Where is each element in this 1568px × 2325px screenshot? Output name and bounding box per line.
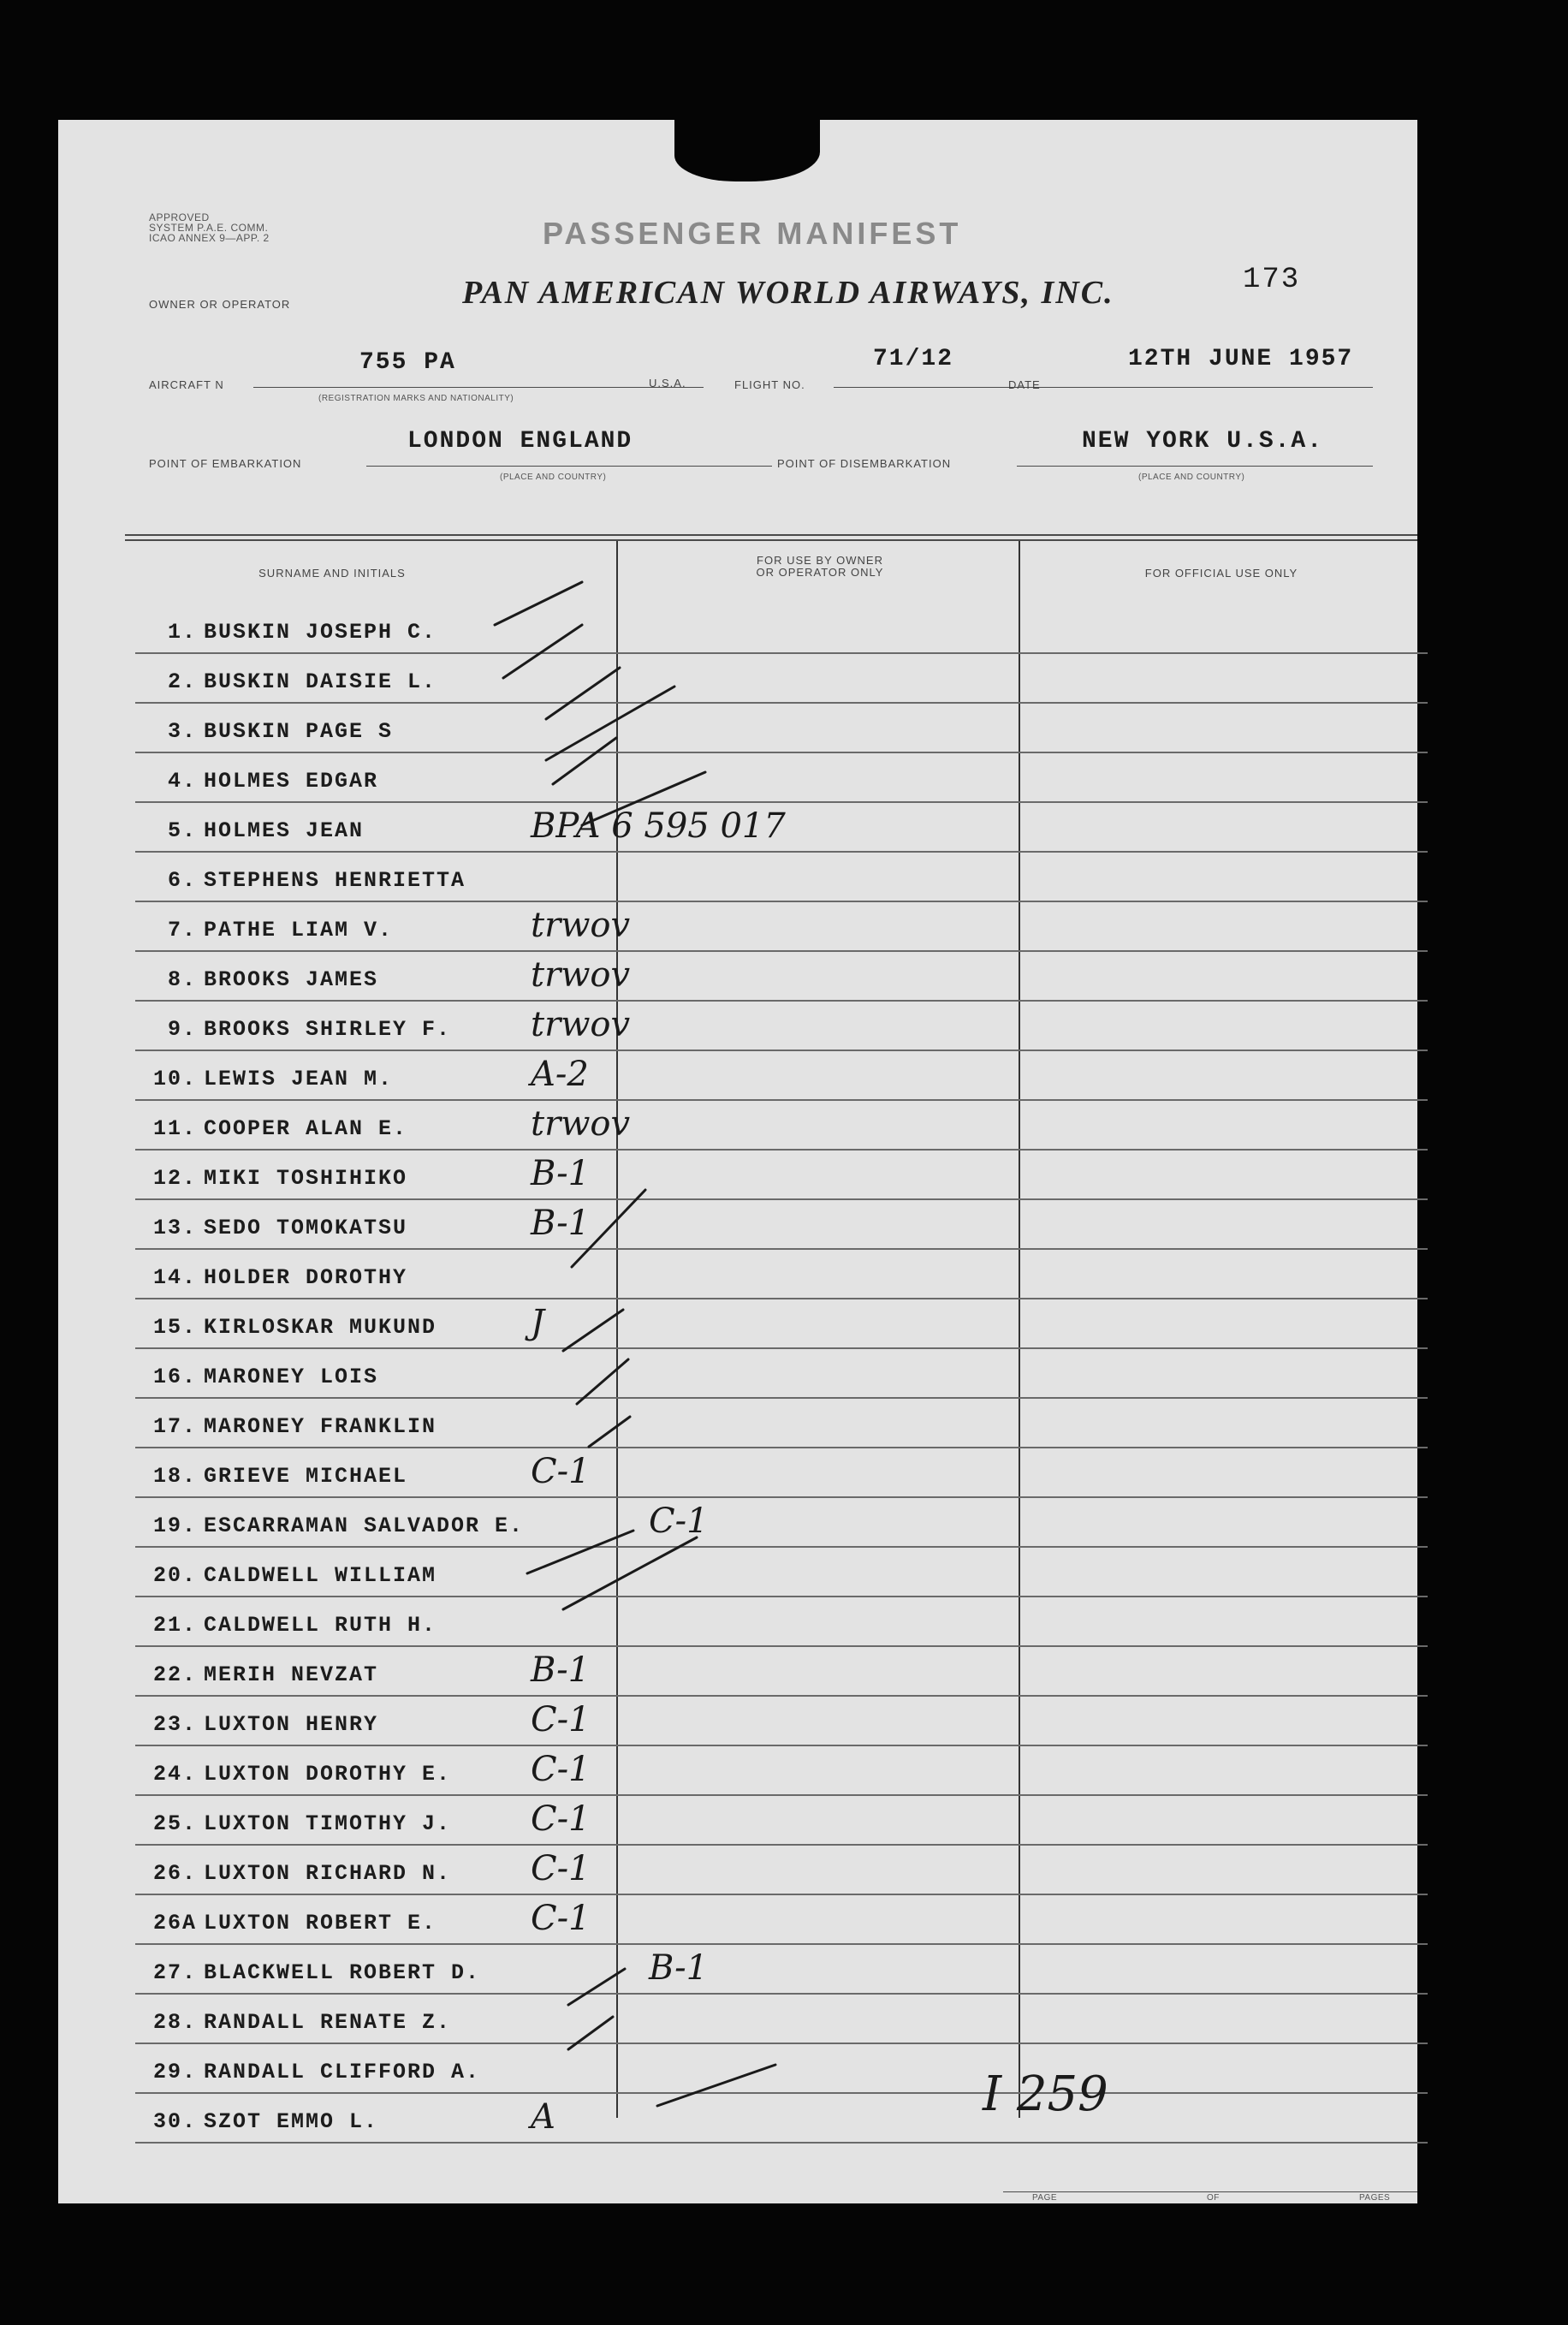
passenger-name: HOLMES JEAN — [204, 818, 365, 843]
operator-mark: C-1 — [531, 1799, 591, 1839]
passenger-number: 20. — [152, 1563, 197, 1588]
operator-mark: A-2 — [531, 1055, 589, 1094]
passenger-name: LUXTON TIMOTHY J. — [204, 1811, 452, 1836]
operator-mark: B-1 — [649, 1948, 709, 1988]
passenger-name: BUSKIN DAISIE L. — [204, 669, 437, 694]
passenger-number: 8. — [167, 967, 197, 992]
operator-mark: trwov — [531, 906, 631, 945]
passenger-number: 23. — [152, 1712, 197, 1737]
operator-mark: A — [531, 2097, 555, 2137]
disembark-label: POINT OF DISEMBARKATION — [777, 457, 952, 470]
usa-label: U.S.A. — [649, 377, 686, 389]
passenger-name: KIRLOSKAR MUKUND — [204, 1315, 437, 1340]
column-header-owner-line: FOR USE BY OWNER — [757, 554, 883, 567]
passenger-name: RANDALL CLIFFORD A. — [204, 2060, 481, 2084]
passenger-number: 19. — [152, 1513, 197, 1538]
operator-mark: B-1 — [531, 1650, 591, 1690]
aircraft-label: AIRCRAFT N — [149, 378, 224, 391]
passenger-number: 16. — [152, 1365, 197, 1389]
passenger-name: BROOKS JAMES — [204, 967, 379, 992]
passenger-name: BROOKS SHIRLEY F. — [204, 1017, 452, 1042]
passenger-number: 30. — [152, 2109, 197, 2134]
passenger-number: 24. — [152, 1762, 197, 1787]
official-note: I 259 — [983, 2066, 1108, 2122]
operator-mark: B-1 — [531, 1154, 591, 1193]
passenger-number: 17. — [152, 1414, 197, 1439]
passenger-number: 22. — [152, 1662, 197, 1687]
passenger-name: MARONEY LOIS — [204, 1365, 379, 1389]
column-header-owner-line: OR OPERATOR ONLY — [756, 566, 884, 579]
operator-mark: C-1 — [531, 1899, 591, 1938]
operator-mark: C-1 — [531, 1452, 591, 1491]
passenger-name: LUXTON ROBERT E. — [204, 1911, 437, 1936]
passenger-number: 25. — [152, 1811, 197, 1836]
operator-mark: trwov — [531, 1005, 631, 1044]
passenger-number: 21. — [152, 1613, 197, 1638]
passenger-number: 18. — [152, 1464, 197, 1489]
passenger-name: SEDO TOMOKATSU — [204, 1216, 408, 1240]
operator-mark: C-1 — [649, 1501, 709, 1541]
passenger-number: 11. — [152, 1116, 197, 1141]
passenger-number: 5. — [167, 818, 197, 843]
passenger-number: 1. — [167, 620, 197, 645]
handwritten-marks — [58, 120, 1417, 2203]
date-label: DATE — [1008, 378, 1041, 391]
passenger-number: 26. — [152, 1861, 197, 1886]
passenger-number: 4. — [167, 769, 197, 794]
passenger-number: 29. — [152, 2060, 197, 2084]
operator-mark: trwov — [531, 1104, 631, 1144]
passenger-name: LUXTON DOROTHY E. — [204, 1762, 452, 1787]
passenger-number: 2. — [167, 669, 197, 694]
disembark-place: NEW YORK U.S.A. — [1082, 428, 1324, 455]
embark-place: LONDON ENGLAND — [407, 428, 633, 455]
passenger-name: LUXTON RICHARD N. — [204, 1861, 452, 1886]
operator-mark: J — [531, 1303, 545, 1342]
registration-note: (REGISTRATION MARKS AND NATIONALITY) — [318, 394, 514, 403]
disembark-place-note: (PLACE AND COUNTRY) — [1138, 473, 1245, 482]
passenger-name: HOLMES EDGAR — [204, 769, 379, 794]
passenger-name: SZOT EMMO L. — [204, 2109, 379, 2134]
page-number: 173 — [1243, 264, 1301, 296]
approval-line: APPROVED — [149, 211, 210, 223]
passenger-number: 10. — [152, 1067, 197, 1091]
embark-label: POINT OF EMBARKATION — [149, 457, 302, 470]
passenger-name: HOLDER DOROTHY — [204, 1265, 408, 1290]
operator-mark: BPA 6 595 017 — [531, 806, 786, 846]
operator-mark: trwov — [531, 955, 631, 995]
aircraft-registration: 755 PA — [359, 349, 456, 376]
passenger-name: STEPHENS HENRIETTA — [204, 868, 466, 893]
of-label: OF — [1207, 2193, 1220, 2203]
passenger-name: BLACKWELL ROBERT D. — [204, 1960, 481, 1985]
passenger-number: 7. — [167, 918, 197, 942]
passenger-name: MIKI TOSHIHIKO — [204, 1166, 408, 1191]
passenger-name: PATHE LIAM V. — [204, 918, 394, 942]
approval-line: SYSTEM P.A.E. COMM. — [149, 222, 269, 234]
passenger-name: BUSKIN JOSEPH C. — [204, 620, 437, 645]
flight-number: 71/12 — [873, 346, 954, 372]
passenger-number: 15. — [152, 1315, 197, 1340]
passenger-name: MARONEY FRANKLIN — [204, 1414, 437, 1439]
passenger-name: BUSKIN PAGE S — [204, 719, 394, 744]
flight-label: FLIGHT NO. — [734, 378, 805, 391]
passenger-number: 13. — [152, 1216, 197, 1240]
manifest-sheet — [58, 120, 1417, 2203]
passenger-number: 27. — [152, 1960, 197, 1985]
pages-label: PAGES — [1359, 2193, 1391, 2203]
passenger-number: 6. — [167, 868, 197, 893]
operator-mark: C-1 — [531, 1849, 591, 1888]
embark-place-note: (PLACE AND COUNTRY) — [500, 473, 607, 482]
approval-line: ICAO ANNEX 9—APP. 2 — [149, 232, 270, 244]
operator-name: PAN AMERICAN WORLD AIRWAYS, INC. — [462, 275, 1114, 311]
owner-label: OWNER OR OPERATOR — [149, 298, 291, 311]
page-label: PAGE — [1032, 2193, 1058, 2203]
passenger-number: 9. — [167, 1017, 197, 1042]
flight-date: 12TH JUNE 1957 — [1128, 346, 1354, 372]
operator-mark: C-1 — [531, 1750, 591, 1789]
column-header-official: FOR OFFICIAL USE ONLY — [1144, 567, 1298, 580]
passenger-name: CALDWELL RUTH H. — [204, 1613, 437, 1638]
passenger-number: 26A — [152, 1911, 197, 1936]
passenger-name: GRIEVE MICHAEL — [204, 1464, 408, 1489]
passenger-name: RANDALL RENATE Z. — [204, 2010, 452, 2035]
passenger-name: LEWIS JEAN M. — [204, 1067, 394, 1091]
form-title: PASSENGER MANIFEST — [543, 216, 962, 251]
column-header-surname: SURNAME AND INITIALS — [258, 567, 406, 580]
passenger-name: COOPER ALAN E. — [204, 1116, 408, 1141]
passenger-number: 28. — [152, 2010, 197, 2035]
passenger-name: ESCARRAMAN SALVADOR E. — [204, 1513, 525, 1538]
passenger-number: 12. — [152, 1166, 197, 1191]
passenger-name: CALDWELL WILLIAM — [204, 1563, 437, 1588]
operator-mark: B-1 — [531, 1204, 591, 1243]
passenger-number: 14. — [152, 1265, 197, 1290]
passenger-number: 3. — [167, 719, 197, 744]
operator-mark: C-1 — [531, 1700, 591, 1739]
passenger-name: MERIH NEVZAT — [204, 1662, 379, 1687]
passenger-name: LUXTON HENRY — [204, 1712, 379, 1737]
